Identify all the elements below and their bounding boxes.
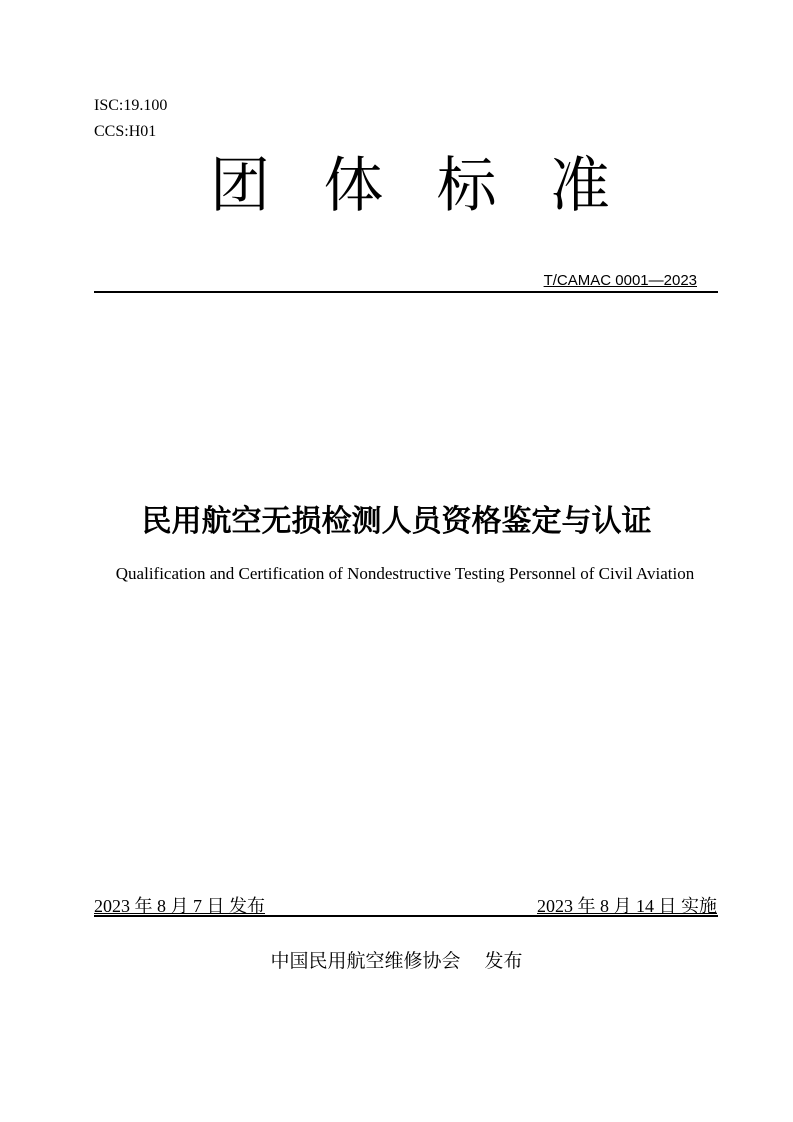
standard-type-heading	[210, 150, 610, 222]
isc-code: ISC:19.100	[94, 97, 168, 114]
implementation-date: 2023 年 8 月 14 日 实施	[537, 896, 717, 916]
publisher-name: 中国民用航空维修协会	[270, 950, 461, 972]
publisher-line	[0, 948, 793, 974]
standard-type-char: 标	[436, 151, 497, 221]
standard-number: T/CAMAC 0001—2023	[543, 272, 697, 289]
publisher-action: 发布	[484, 950, 523, 972]
standard-type-char: 体	[323, 151, 384, 221]
issue-date: 2023 年 8 月 7 日 发布	[94, 896, 265, 916]
standard-type-char: 准	[549, 151, 610, 221]
document-title-english: Qualification and Certification of Nondestructive Testing Personnel of Civil Aviation	[115, 564, 695, 583]
bottom-divider	[94, 915, 718, 917]
ccs-code: CCS:H01	[94, 123, 157, 140]
top-divider	[94, 291, 718, 293]
document-title-chinese: 民用航空无损检测人员资格鉴定与认证	[141, 504, 652, 539]
standard-type-char: 团	[210, 151, 270, 221]
